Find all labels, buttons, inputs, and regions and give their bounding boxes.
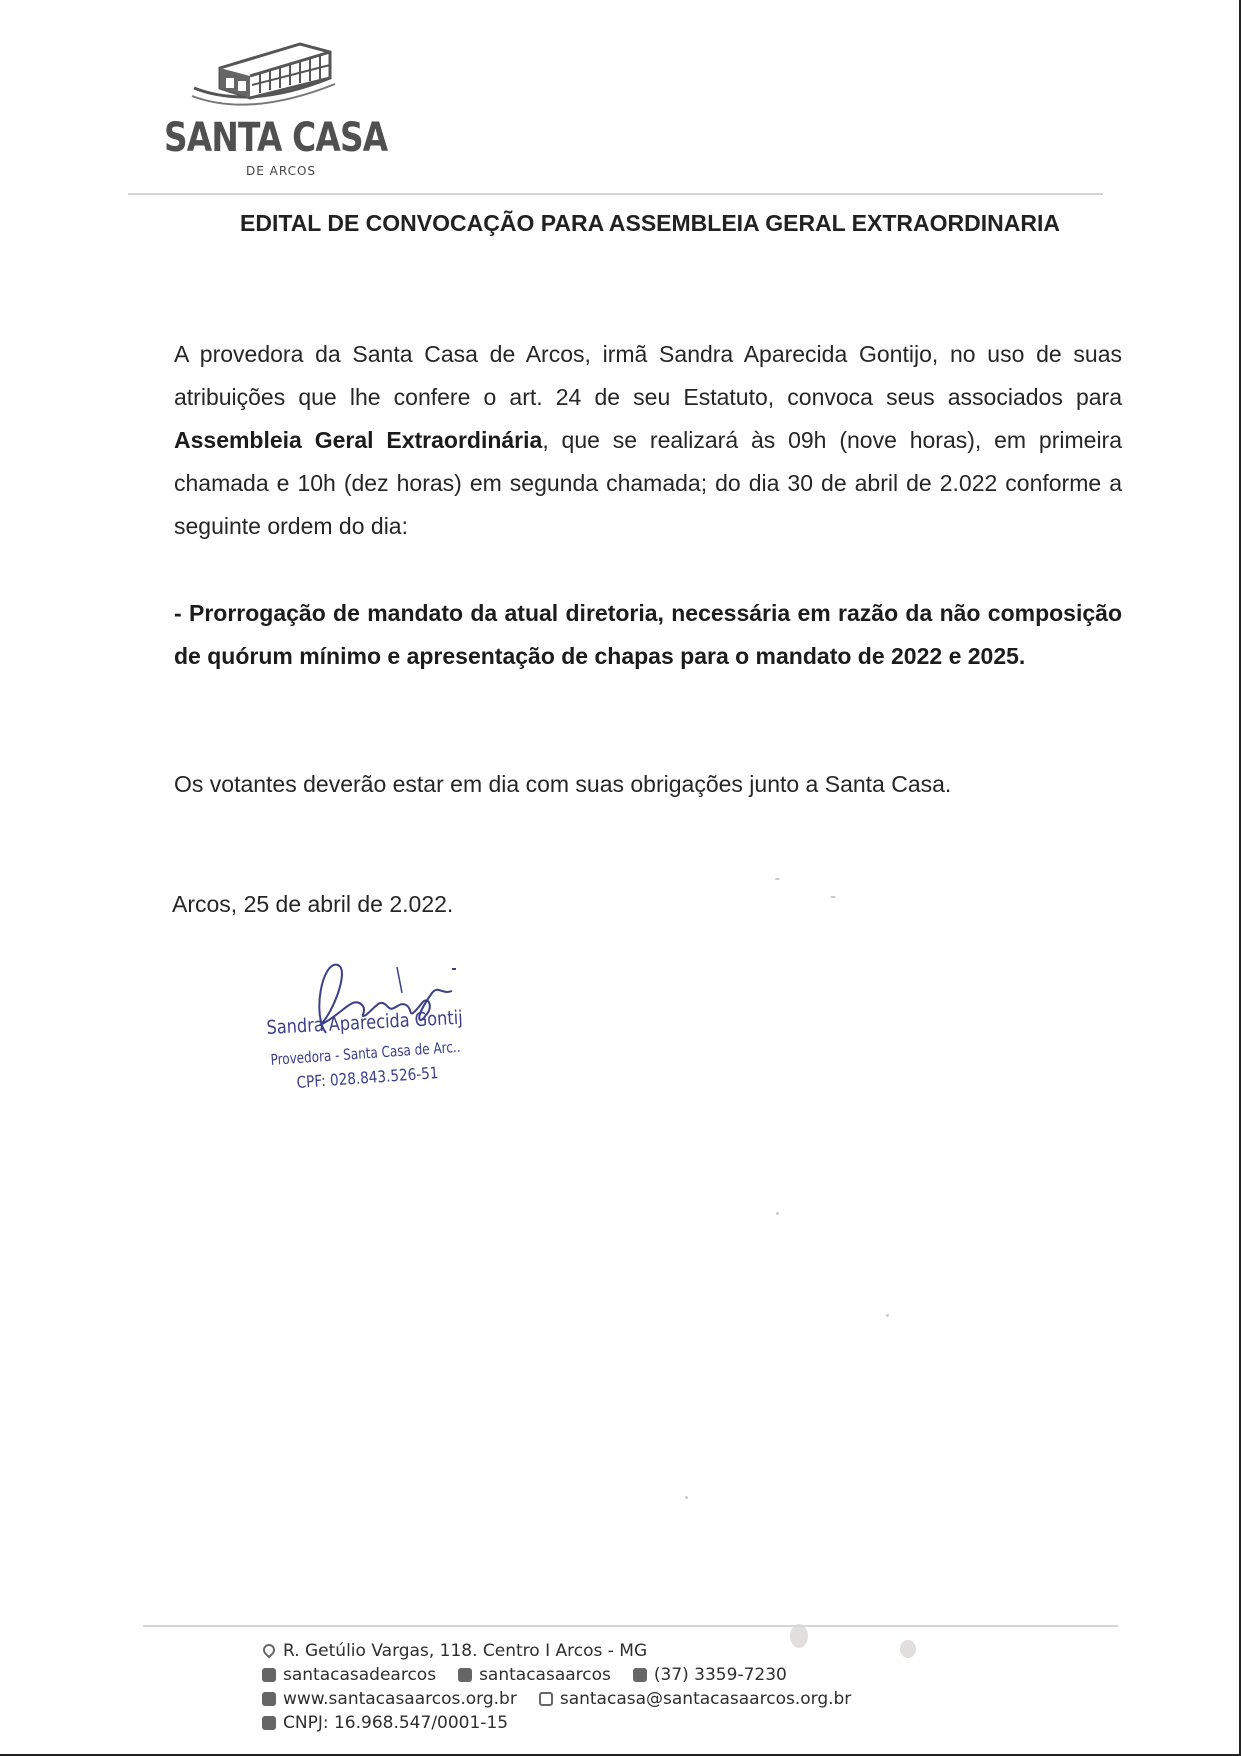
header-divider xyxy=(128,193,1103,195)
footer-phone[interactable]: (37) 3359-7230 xyxy=(653,1665,787,1685)
document-title: EDITAL DE CONVOCAÇÃO PARA ASSEMBLEIA GERAL EXTRAORDINARIA xyxy=(240,210,1060,236)
scan-speck xyxy=(775,878,780,880)
footer-cnpj-row xyxy=(262,1712,508,1734)
footer-email[interactable]: santacasa@santacasaarcos.org.br xyxy=(559,1689,852,1709)
id-card-icon xyxy=(262,1716,276,1730)
scan-speck xyxy=(685,1496,688,1499)
email-icon xyxy=(539,1692,553,1706)
date-line: Arcos, 25 de abril de 2.022. xyxy=(172,891,454,917)
phone-icon xyxy=(633,1668,647,1682)
stamp-role: Provedora - Santa Casa de Arc.. xyxy=(270,1037,462,1069)
logo-subtitle: DE ARCOS xyxy=(246,164,317,178)
paragraph-text-2: , que se realizará às 09h (nove horas), em primeira chamada e 10h (dez horas) em segunda chamada; do dia 30 de abril de 2.022 conforme a seguinte ordem do dia: xyxy=(174,427,1123,539)
paragraph-text-1: A provedora da Santa Casa de Arcos, irmã Sandra Aparecida Gontijo, no uso de suas atribuições que lhe confere o art. 24 de seu Estatuto, convoca seus associados para xyxy=(174,341,1122,410)
footer-divider xyxy=(143,1625,1118,1627)
location-pin-icon xyxy=(262,1644,276,1658)
logo-name: SANTA CASA xyxy=(164,115,388,161)
signature-stamp xyxy=(262,955,502,1105)
santa-casa-logo xyxy=(160,38,388,188)
scan-speck xyxy=(790,1624,808,1648)
stamp-name: Sandra Aparecida Gontij xyxy=(266,1006,464,1039)
footer-facebook[interactable]: santacasaarcos xyxy=(479,1665,611,1685)
voters-notice: Os votantes deverão estar em dia com suas obrigações junto a Santa Casa. xyxy=(174,771,952,797)
scan-speck xyxy=(830,896,836,898)
facebook-icon xyxy=(458,1668,472,1682)
assembly-name: Assembleia Geral Extraordinária xyxy=(174,427,543,453)
convocation-paragraph xyxy=(174,333,1122,548)
hospital-building-icon xyxy=(190,38,340,114)
web-icon xyxy=(262,1692,276,1706)
footer-cnpj: CNPJ: 16.968.547/0001-15 xyxy=(283,1713,509,1733)
footer-web-row xyxy=(262,1688,851,1710)
instagram-icon xyxy=(262,1668,276,1682)
footer-social-row xyxy=(262,1664,787,1686)
stamp-cpf: CPF: 028.843.526-51 xyxy=(296,1063,440,1092)
scan-speck xyxy=(900,1640,916,1658)
agenda-item: - Prorrogação de mandato da atual diretoria, necessária em razão da não composição de quórum mínimo e apresentação de chapas para o mandato de 2022 e 2025. xyxy=(174,600,1122,669)
footer-instagram[interactable]: santacasadearcos xyxy=(283,1665,437,1685)
footer-address-row xyxy=(262,1640,647,1662)
footer-website[interactable]: www.santacasaarcos.org.br xyxy=(283,1689,517,1709)
footer-address: R. Getúlio Vargas, 118. Centro I Arcos - MG xyxy=(283,1641,648,1661)
scan-speck xyxy=(776,1212,779,1215)
scan-speck xyxy=(886,1314,889,1317)
